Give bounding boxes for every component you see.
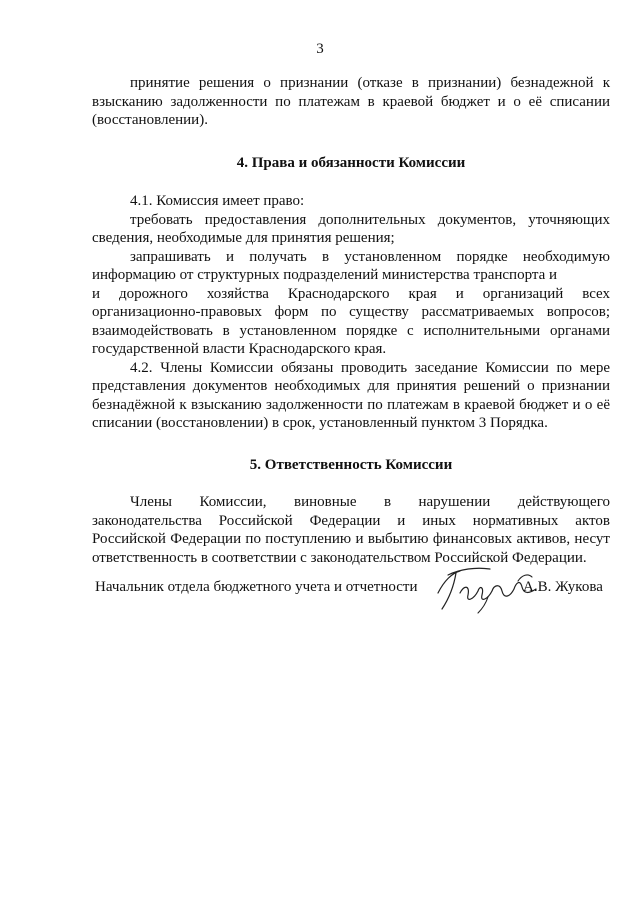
paragraph-line: и дорожного хозяйства Краснодарского края и организаций всех	[92, 285, 610, 302]
paragraph-line: государственной власти Краснодарского края.	[92, 341, 387, 357]
paragraph-line: представления документов необходимых для принятия решений о признании	[92, 378, 610, 394]
paragraph-line: ответственность в соответствии с законодательством Российской Федерации.	[92, 549, 587, 566]
paragraph-line: законодательства Российской Федерации и иных нормативных актов	[92, 512, 610, 529]
intro-line: (восстановлении).	[92, 112, 208, 128]
paragraph-line: списании (восстановлении) в срок, установленный пунктом 3 Порядка.	[92, 415, 548, 431]
section-5-heading: 5. Ответственность Комиссии	[249, 456, 453, 473]
paragraph-line: запрашивать и получать в установленном порядке необходимую	[130, 248, 610, 265]
signature-block	[95, 577, 635, 617]
paragraph-line: взаимодействовать в установленном порядке с исполнительными органами	[92, 322, 610, 339]
paragraph-line: сведения, необходимые для принятия решения;	[92, 230, 395, 246]
paragraph-line: 4.2. Члены Комиссии обязаны проводить заседание Комиссии по мере	[130, 359, 610, 376]
intro-line: взысканию задолженности по платежам в краевой бюджет и о её списании	[92, 93, 610, 110]
paragraph-line: организационно-правовых форм по существу рассматриваемых вопросов;	[92, 304, 610, 320]
document-body	[92, 74, 610, 567]
signatory-position: Начальник отдела бюджетного учета и отчетности	[95, 579, 418, 595]
paragraph-line: безнадёжной к взысканию задолженности по платежам в краевой бюджет и о её	[92, 396, 610, 413]
section-4-heading: 4. Права и обязанности Комиссии	[236, 154, 466, 171]
paragraph-line: Российской Федерации по поступлению и выбытию финансовых активов, несут	[92, 531, 610, 547]
paragraph-line: 4.1. Комиссия имеет право:	[130, 193, 305, 209]
intro-line: принятие решения о признании (отказе в признании) безнадежной к	[130, 75, 610, 91]
signatory-name: А.В. Жукова	[523, 579, 603, 595]
paragraph-line: Члены Комиссии, виновные в нарушении действующего	[130, 494, 610, 510]
page-number: 3	[316, 41, 324, 57]
paragraph-line: информацию от структурных подразделений министерства транспорта и	[92, 267, 558, 283]
paragraph-line: требовать предоставления дополнительных документов, уточняющих	[130, 211, 610, 228]
